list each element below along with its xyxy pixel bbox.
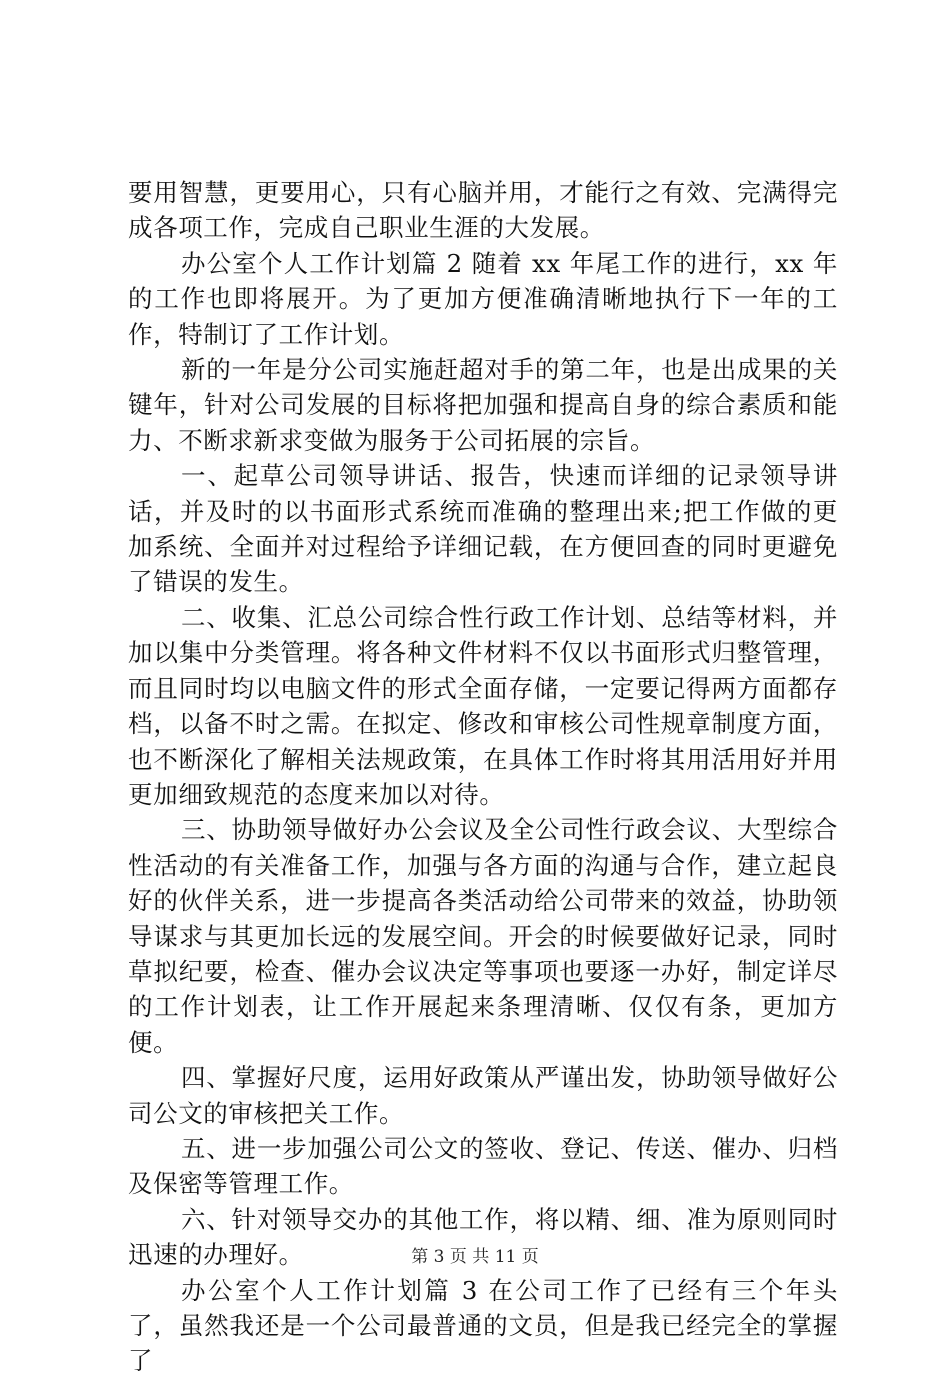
page-number-footer: 第 3 页 共 11 页 xyxy=(411,1247,539,1267)
paragraph-10: 办公室个人工作计划篇 3 在公司工作了已经有三个年头了，虽然我还是一个公司最普通的文员，但是我已经完全的掌握了 xyxy=(128,1275,838,1376)
paragraph-7: 四、掌握好尺度，运用好政策从严谨出发，协助领导做好公司公文的审核把关工作。 xyxy=(128,1063,838,1128)
paragraph-2: 办公室个人工作计划篇 2 随着 xx 年尾工作的进行，xx 年的工作也即将展开。为了更加方便准确清晰地执行下一年的工作，特制订了工作计划。 xyxy=(128,248,838,349)
paragraph-6: 三、协助领导做好办公会议及全公司性行政会议、大型综合性活动的有关准备工作，加强与各方面的沟通与合作，建立起良好的伙伴关系，进一步提高各类活动给公司带来的效益，协助领导谋求与其更加长远的发展空间。开会的时候要做好记录，同时草拟纪要，检查、催办会议决定等事项也要逐一办好，制定详尽的工作计划表，让工作开展起来条理清晰、仅仅有条，更加方便。 xyxy=(128,815,838,1057)
paragraph-8: 五、进一步加强公司公文的签收、登记、传送、催办、归档及保密等管理工作。 xyxy=(128,1133,838,1199)
document-body xyxy=(128,175,838,1379)
paragraph-3: 新的一年是分公司实施赶超对手的第二年，也是出成果的关键年，针对公司发展的目标将把加强和提高自身的综合素质和能力、不断求新求变做为服务于公司拓展的宗旨。 xyxy=(128,355,838,455)
paragraph-5: 二、收集、汇总公司综合性行政工作计划、总结等材料，并加以集中分类管理。将各种文件材料不仅以书面形式归整管理，而且同时均以电脑文件的形式全面存储，一定要记得两方面都存档，以备不时之需。在拟定、修改和审核公司性规章制度方面，也不断深化了解相关法规政策，在具体工作时将其用活用好并用更加细致规范的态度来加以对待。 xyxy=(128,602,838,809)
paragraph-9: 六、针对领导交办的其他工作，将以精、细、准为原则同时迅速的办理好。 xyxy=(128,1204,838,1270)
paragraph-4: 一、起草公司领导讲话、报告，快速而详细的记录领导讲话，并及时的以书面形式系统而准确的整理出来;把工作做的更加系统、全面并对过程给予详细记载，在方便回查的同时更避免了错误的发生。 xyxy=(128,461,838,597)
paragraph-1: 要用智慧，更要用心，只有心脑并用，才能行之有效、完满得完成各项工作，完成自己职业生涯的大发展。 xyxy=(128,178,838,243)
